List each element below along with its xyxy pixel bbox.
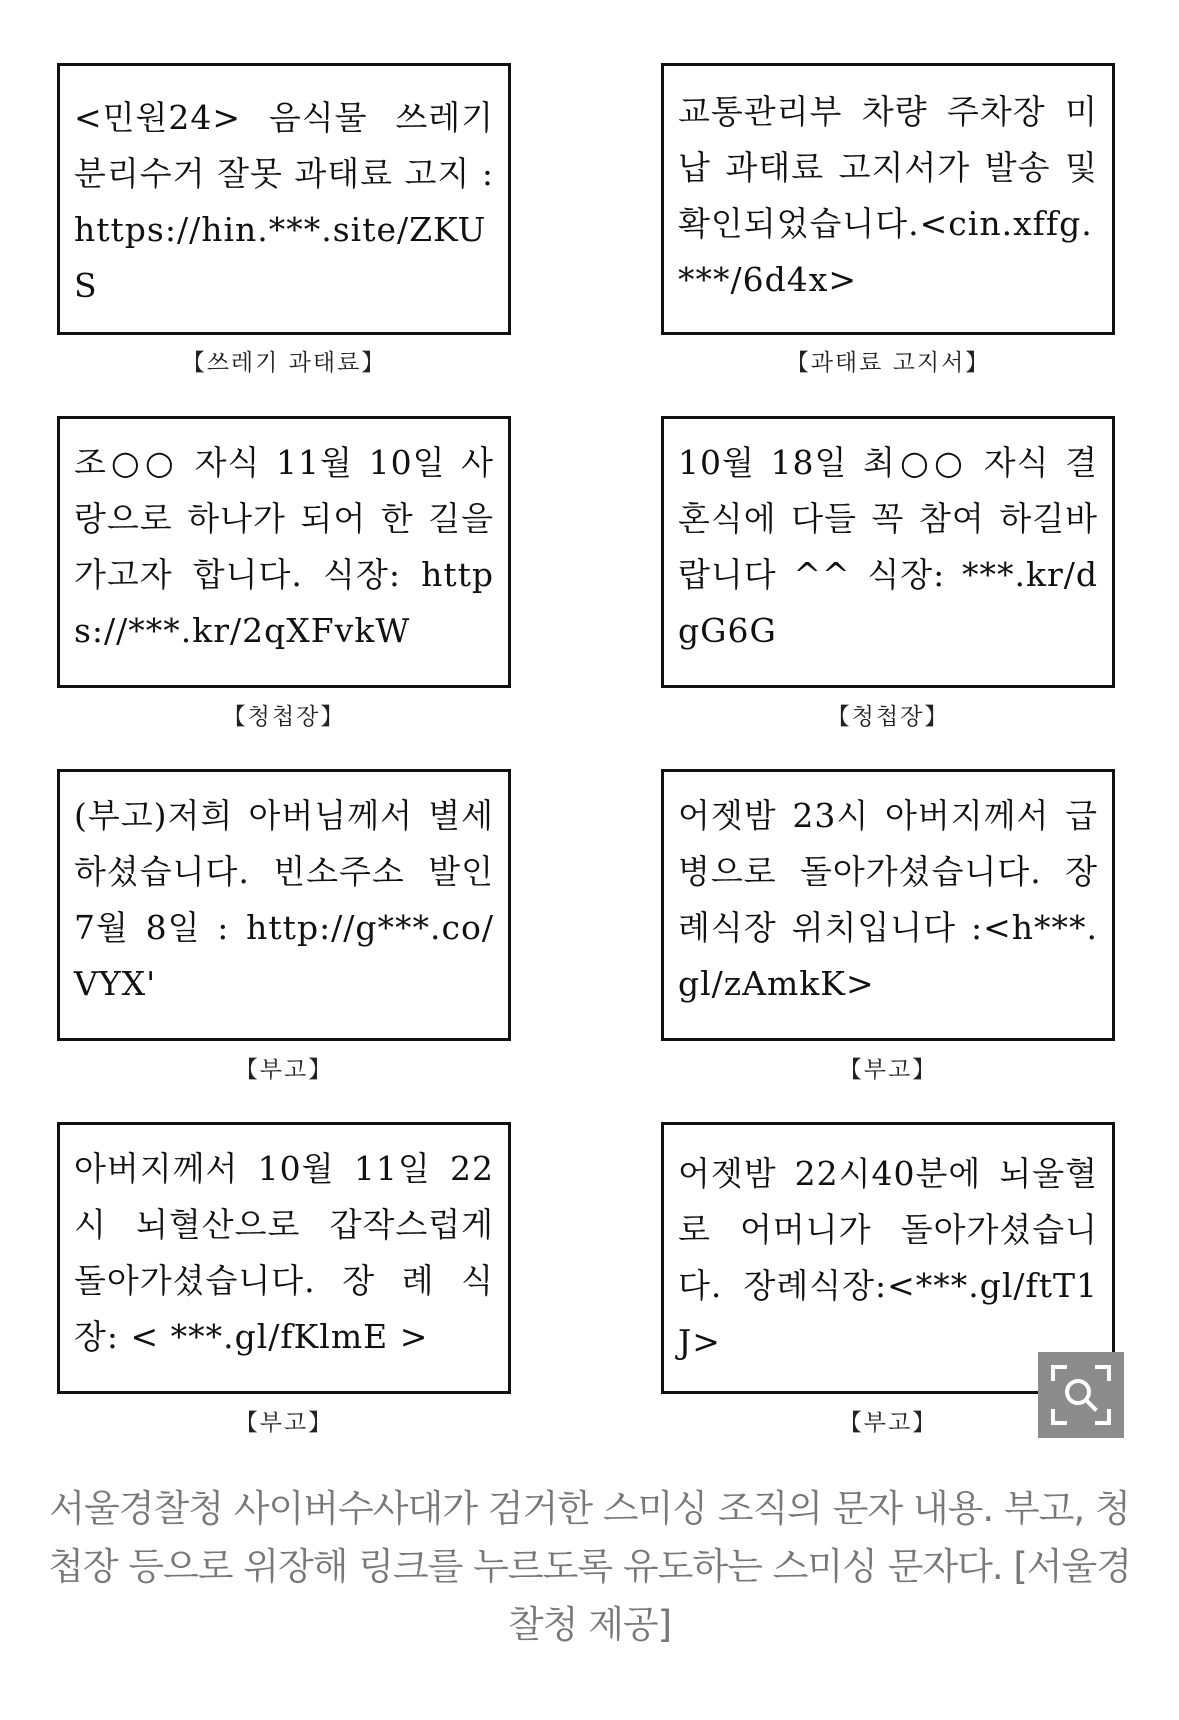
message-caption: 【청첩장】 (826, 704, 950, 730)
message-text: 조○○ 자식 11월 10일 사랑으로 하나가 되어 한 길을 가고자 합니다. 식장: https://***.kr/2qXFvkW (74, 443, 494, 650)
message-text: 아버지께서 10월 11일 22시 뇌혈산으로 갑작스럽게 돌아가셨습니다. 장 례 식 장: < ***.gl/fKlmE > (74, 1149, 494, 1356)
photo-caption: 서울경찰청 사이버수사대가 검거한 스미싱 조직의 문자 내용. 부고, 청첩장 등으로 위장해 링크를 누르도록 유도하는 스미싱 문자다. [서울경찰청 제공] (47, 1487, 1132, 1646)
message-caption: 【부고】 (234, 1057, 334, 1083)
message-box-parking-fine (661, 63, 1115, 335)
message-box-obituary-1 (57, 769, 511, 1041)
zoom-button[interactable] (1038, 1352, 1124, 1438)
message-box-obituary-3 (57, 1122, 511, 1394)
message-box-wedding-invite-1 (57, 416, 511, 688)
message-text: <민원24> 음식물 쓰레기 분리수거 잘못 과태료 고지 : https://hin.***.site/ZKUS (74, 98, 494, 305)
message-box-obituary-2 (661, 769, 1115, 1041)
message-box-wedding-invite-2 (661, 416, 1115, 688)
message-caption: 【쓰레기 과태료】 (181, 350, 387, 376)
message-caption: 【과태료 고지서】 (785, 350, 991, 376)
message-caption: 【부고】 (234, 1410, 334, 1436)
zoom-magnifier-icon (1051, 1365, 1111, 1425)
message-text: 어젯밤 23시 아버지께서 급병으로 돌아가셨습니다. 장례식장 위치입니다 :<h***.gl/zAmkK> (678, 796, 1098, 1003)
message-caption: 【청첩장】 (222, 704, 346, 730)
message-text: 어젯밤 22시40분에 뇌울혈로 어머니가 돌아가셨습니다. 장례식장:<***.gl/ftT1J> (678, 1154, 1098, 1361)
message-text: 10월 18일 최○○ 자식 결혼식에 다들 꼭 참여 하길바랍니다 ^^ 식장: ***.kr/dgG6G (678, 443, 1098, 650)
message-caption: 【부고】 (838, 1410, 938, 1436)
message-text: 교통관리부 차량 주차장 미납 과태료 고지서가 발송 및 확인되었습니다.<cin.xffg.***/6d4x> (678, 92, 1098, 299)
message-box-garbage-fine (57, 63, 511, 335)
message-caption: 【부고】 (838, 1057, 938, 1083)
message-text: (부고)저희 아버님께서 별세하셨습니다. 빈소주소 발인 7월 8일 : http://g***.co/VYX' (74, 796, 494, 1003)
